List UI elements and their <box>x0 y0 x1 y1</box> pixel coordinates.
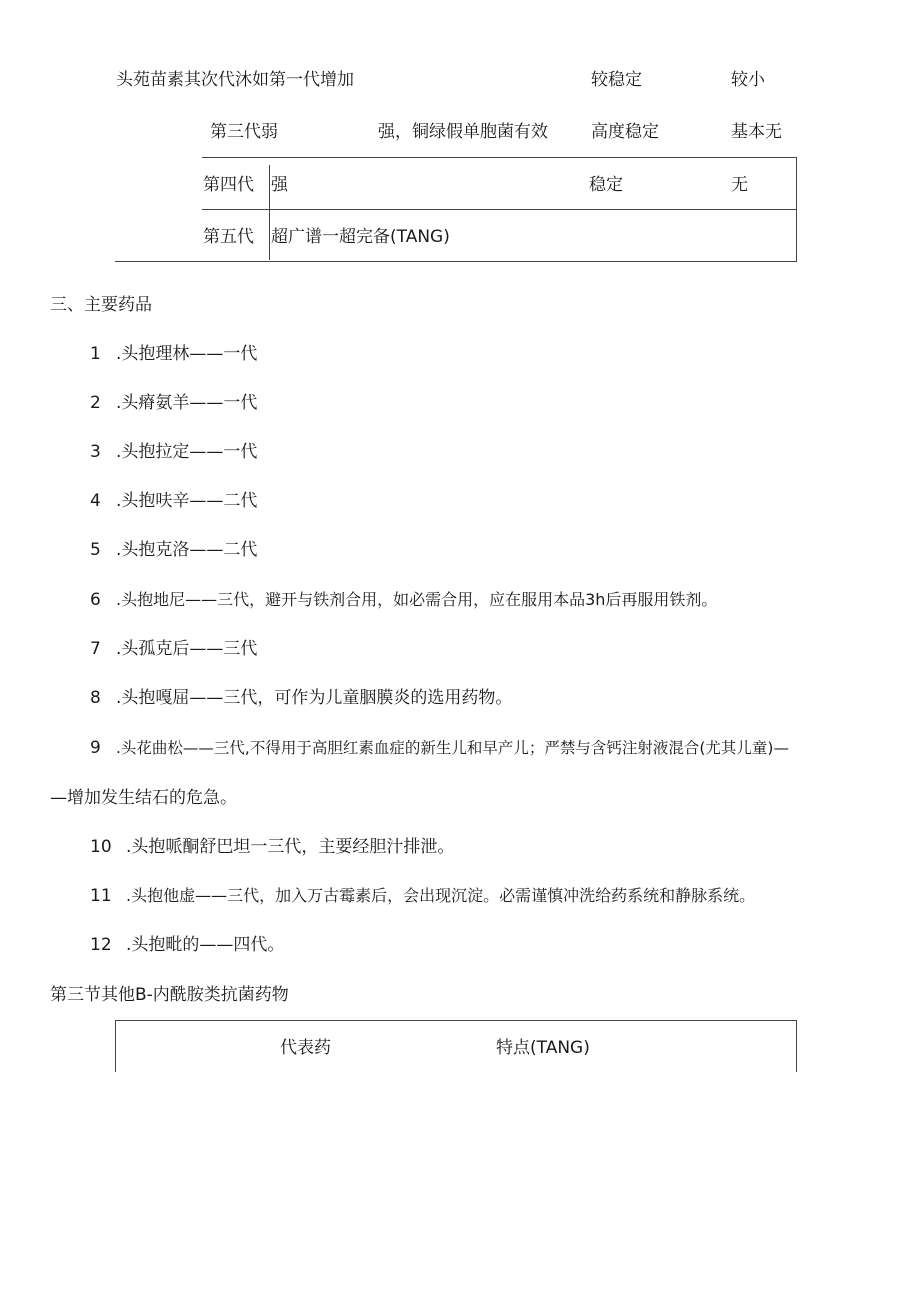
list-item-text: .头孤克后——三代 <box>116 639 258 659</box>
table-column-divider <box>269 165 270 260</box>
table-right-border <box>796 1020 797 1072</box>
table-cell-toxicity: 无 <box>731 175 748 195</box>
table-cell-toxicity: 基本无 <box>731 122 782 142</box>
table-top-border <box>115 1020 797 1021</box>
table-cell-activity: 超广谱一超完备(TANG) <box>271 227 450 247</box>
table-divider <box>202 209 797 210</box>
list-item-number: 10 <box>90 837 112 857</box>
table-cell-activity: 强 <box>271 175 288 195</box>
list-item-text: .头瘠氨羊——一代 <box>116 393 258 413</box>
list-item-number: 9 <box>90 738 101 758</box>
table-cell-gen: 第五代 <box>203 227 254 247</box>
list-item-number: 1 <box>90 344 101 364</box>
list-item-number: 8 <box>90 688 101 708</box>
list-item-text: .头花曲松——三代,不得用于高胆红素血症的新生儿和早产儿；严禁与含钙注射液混合(尤其儿童)— <box>116 739 789 757</box>
table-cell-stability: 较稳定 <box>591 70 642 90</box>
list-item-number: 4 <box>90 491 101 511</box>
table-divider <box>202 157 797 158</box>
list-item-text: —增加发生结石的危急。 <box>50 788 237 808</box>
table-header-cell: 特点(TANG) <box>496 1038 590 1058</box>
list-item-text: .头抱呋辛——二代 <box>116 491 258 511</box>
list-item-text: .头抱他虚——三代，加入万古霉素后，会出现沉淀。必需谨慎冲洗给药系统和静脉系统。 <box>126 886 756 905</box>
list-item-text: .头抱嘎屈——三代，可作为儿童胭膜炎的选用药物。 <box>116 688 513 708</box>
table-header-cell: 代表药 <box>280 1038 331 1058</box>
list-item-text: .头抱地尼——三代，避开与铁剂合用，如必需合用，应在服用本品3h后再服用铁剂。 <box>116 590 718 609</box>
list-item-text: .头抱克洛——二代 <box>116 540 258 560</box>
section-title: 第三节其他B-内酰胺类抗菌药物 <box>50 985 289 1005</box>
list-item-number: 7 <box>90 639 101 659</box>
list-item-number: 6 <box>90 590 101 610</box>
table-cell-stability: 稳定 <box>589 175 623 195</box>
table-bottom-border <box>115 261 797 262</box>
table-cell-gen: 第四代 <box>203 175 254 195</box>
list-item-number: 5 <box>90 540 101 560</box>
table-cell-activity: 强，铜绿假单胞菌有效 <box>378 122 548 142</box>
list-item-text: .头抱拉定——一代 <box>116 442 258 462</box>
list-item-text: .头抱理林——一代 <box>116 344 258 364</box>
table-cell-gen: 第三代弱 <box>210 122 278 142</box>
list-item-number: 3 <box>90 442 101 462</box>
table-right-border <box>796 157 797 262</box>
list-item-number: 2 <box>90 393 101 413</box>
list-item-number: 11 <box>90 886 112 906</box>
table-left-border <box>115 1020 116 1072</box>
table-cell-toxicity: 较小 <box>731 70 765 90</box>
list-item-text: .头抱毗的——四代。 <box>126 935 285 955</box>
list-item-number: 12 <box>90 935 112 955</box>
table-cell-gen: 头苑苗素其次代沐如第一代增加 <box>116 70 354 90</box>
list-item-text: .头抱哌酮舒巴坦一三代，主要经胆汁排泄。 <box>126 837 455 857</box>
table-cell-stability: 高度稳定 <box>591 122 659 142</box>
section-heading: 三、主要药品 <box>50 295 152 315</box>
